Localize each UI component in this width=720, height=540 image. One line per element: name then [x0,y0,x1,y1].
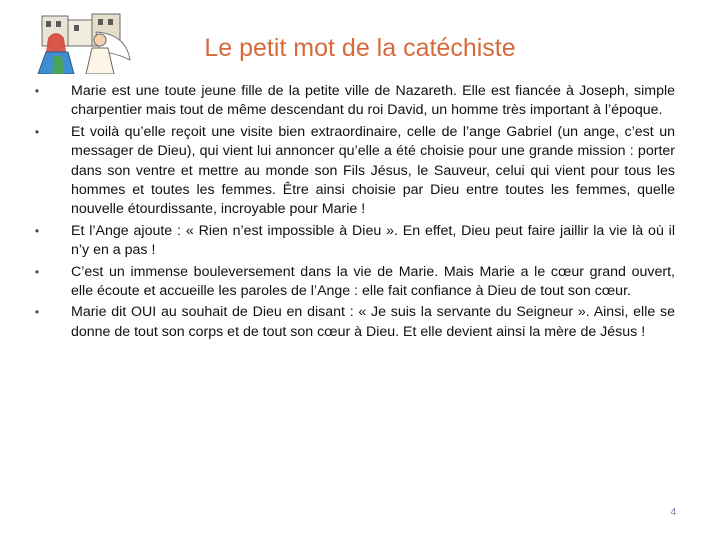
bullet-text: C’est un immense bouleversement dans la vie de Marie. Mais Marie a le cœur grand ouvert, elle écoute et accueille les paroles de l’Ange : elle fait confiance à Dieu de tout son cœur. [71,263,675,300]
nativity-clipart-icon [34,12,134,74]
bullet-dot: • [34,264,40,279]
slide-title: Le petit mot de la catéchiste [204,34,516,62]
bullet-item [30,123,675,220]
bullet-item [30,263,675,302]
bullet-list [30,82,675,344]
bullet-dot: • [34,305,40,320]
bullet-item [30,82,675,121]
bullet-item [30,222,675,261]
bullet-text: Et voilà qu’elle reçoit une visite bien extraordinaire, celle de l’ange Gabriel (un ange, c’est un messager de Dieu), qui vient lui annoncer qu’elle a été choisie pour une grande mission : porter dans son ventre et mettre au monde son Fils Jésus, le Sauveur, celui qui vient pour tous les hommes et toutes les femmes. Être ainsi choisie par Dieu entre toutes les femmes, quelle nouvelle étourdissante, incroyable pour Marie ! [71,123,675,218]
bullet-dot: • [34,124,40,139]
bullet-item [30,303,675,342]
bullet-text: Et l’Ange ajoute : « Rien n’est impossible à Dieu ». En effet, Dieu peut faire jaillir la vie là où il n’y en a pas ! [71,222,675,259]
bullet-dot: • [34,84,40,98]
bullet-text: Marie dit OUI au souhait de Dieu en disant : « Je suis la servante du Seigneur ». Ainsi, elle se donne de tout son corps et de tout son cœur à Dieu. Et elle devient ainsi la mère de Jésus ! [71,304,675,340]
page-number: 4 [670,507,676,518]
bullet-text: Marie est une toute jeune fille de la petite ville de Nazareth. Elle est fiancée à Joseph, simple charpentier mais tout de même descendant du roi David, un homme très important à l’époque. [71,83,675,119]
bullet-dot: • [34,223,40,238]
